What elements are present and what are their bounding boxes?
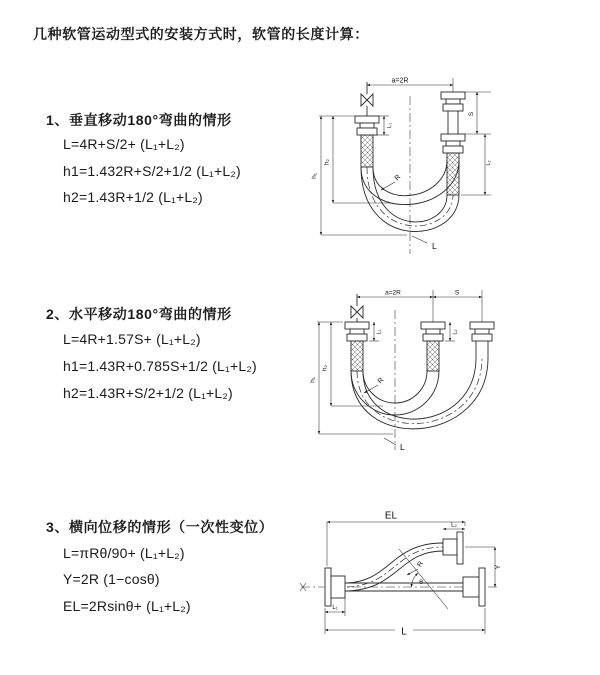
dim-label-h2: h₂ [323, 158, 331, 166]
diagram-horizontal-movement [305, 282, 600, 462]
dim-label-Y: Y [495, 564, 502, 570]
dim-label-S: S [468, 111, 475, 117]
diagram3-fixed-end [325, 568, 345, 606]
dim-label-a2r: a=2R [391, 77, 409, 85]
braided-hose-section [427, 341, 439, 371]
diagram2-dimensions [310, 290, 483, 453]
section-3-formula-Y: Y=2R (1−cosθ) [63, 571, 160, 587]
section-1-formula-h1: h1=1.432R+S/2+1/2 (L₁+L₂) [63, 163, 241, 179]
dim-label-R: R [393, 173, 403, 183]
dim-label-h1: h₁ [311, 173, 318, 179]
section-3-heading: 3、横向位移的情形（一次性变位） [46, 519, 274, 535]
diagram2-right-pipe [470, 290, 494, 358]
dim-label-theta: θ [419, 579, 423, 586]
dim-label-L: L [400, 442, 405, 452]
dim-label-S: S [454, 289, 460, 297]
diagram2-middle-pipe [421, 290, 445, 371]
dim-label-h1: h₁ [309, 377, 317, 383]
diagram3-dimensions [325, 511, 502, 638]
dim-label-h2: h₂ [321, 364, 329, 372]
diagram3-angle-construction [399, 549, 448, 609]
diagram-lateral-displacement [295, 492, 600, 662]
braided-hose-section [447, 153, 459, 195]
dim-label-L: L [401, 626, 407, 638]
diagram1-right-pipe [441, 78, 465, 195]
dim-label-L1: L₁ [332, 605, 338, 611]
section-3-formula-EL: EL=2Rsinθ+ (L₁+L₂) [63, 598, 191, 614]
section-2-heading: 2、水平移动180°弯曲的情形 [46, 306, 232, 322]
section-1-formula-h2: h2=1.43R+1/2 (L₁+L₂) [63, 189, 203, 205]
dim-label-L1: L₁ [376, 329, 383, 335]
dim-label-EL: EL [384, 510, 398, 522]
diagram1-dimensions [311, 78, 492, 252]
braided-hose-section [361, 135, 373, 167]
page-title: 几种软管运动型式的安装方式时，软管的长度计算： [33, 26, 369, 42]
dim-label-L: L [432, 241, 437, 251]
section-2-formula-L: L=4R+1.57S+ (L₁+L₂) [63, 331, 201, 347]
diagram1-left-pipe [355, 82, 379, 167]
diagram2-left-pipe [345, 294, 369, 371]
section-2-formula-h2: h2=1.43R+S/2+1/2 (L₁+L₂) [63, 385, 233, 401]
section-2-formula-h1: h1=1.43R+0.785S+1/2 (L₁+L₂) [63, 358, 257, 374]
diagram-vertical-movement [305, 70, 600, 260]
dim-label-R: R [416, 560, 425, 569]
section-1-formula-L: L=4R+S/2+ (L₁+L₂) [63, 136, 185, 152]
valve-icon [361, 94, 373, 106]
diagram3-displaced-hose [347, 532, 463, 591]
dim-label-R: R [376, 376, 386, 386]
section-1-heading: 1、垂直移动180°弯曲的情形 [46, 112, 232, 128]
dim-label-L2: L₂ [451, 522, 457, 529]
diagram2-hose-curves [351, 358, 488, 429]
dim-label-a2r: a=2R [385, 289, 401, 297]
dim-label-L2: L₂ [452, 329, 459, 335]
dim-label-L2: L₂ [486, 160, 492, 166]
section-3-formula-L: L=πRθ/90+ (L₁+L₂) [63, 545, 185, 561]
dim-label-L1: L₁ [387, 123, 393, 128]
valve-icon [351, 306, 363, 318]
braided-hose-section [351, 341, 363, 371]
